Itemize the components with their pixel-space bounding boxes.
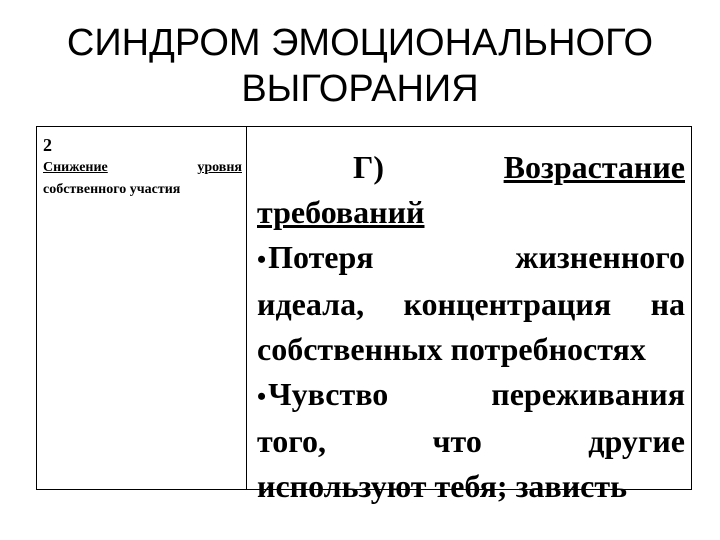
title-line-1: СИНДРОМ ЭМОЦИОНАЛЬНОГО xyxy=(66,22,654,64)
bullet-item-2-line-3: используют тебя; зависть xyxy=(257,468,627,504)
left-cell-line-1 xyxy=(43,159,242,177)
item1-line2-word-1: идеала, xyxy=(257,286,365,322)
title-line-2: ВЫГОРАНИЯ xyxy=(241,68,479,110)
bullet-icon: • xyxy=(257,382,267,411)
item2-word-2: переживания xyxy=(491,376,685,412)
bullet-item-1-line-1 xyxy=(257,235,685,282)
right-cell xyxy=(247,127,691,504)
heading-prefix: Г) xyxy=(353,149,385,185)
slide-title xyxy=(0,20,720,112)
right-heading-line xyxy=(257,145,685,190)
heading-word: Возрастание xyxy=(503,149,685,185)
content-table xyxy=(36,126,692,504)
item1-line2-word-2: концентрация xyxy=(403,286,612,322)
item1-line2-word-3: на xyxy=(650,286,685,322)
bullet-icon: • xyxy=(257,245,267,274)
item2-line2-word-1: того, xyxy=(257,423,327,459)
bullet-item-2-line-1 xyxy=(257,372,685,419)
bullet-item-2-line-2 xyxy=(257,419,685,464)
row-number: 2 xyxy=(43,135,52,155)
left-cell-line-2: собственного участия xyxy=(43,182,181,197)
item2-line2-word-2: что xyxy=(432,423,482,459)
bullet-item-1-line-2 xyxy=(257,282,685,327)
heading-continuation: требований xyxy=(257,194,425,230)
item1-word-1: Потеря xyxy=(268,239,374,275)
left-cell xyxy=(37,127,247,489)
left-word-1: Снижение xyxy=(43,160,108,175)
item2-word-1: Чувство xyxy=(268,376,389,412)
bullet-item-1-line-3: собственных потребностях xyxy=(257,331,646,367)
item1-word-2: жизненного xyxy=(515,239,685,275)
left-word-2: уровня xyxy=(197,160,242,175)
item2-line2-word-3: другие xyxy=(588,423,685,459)
